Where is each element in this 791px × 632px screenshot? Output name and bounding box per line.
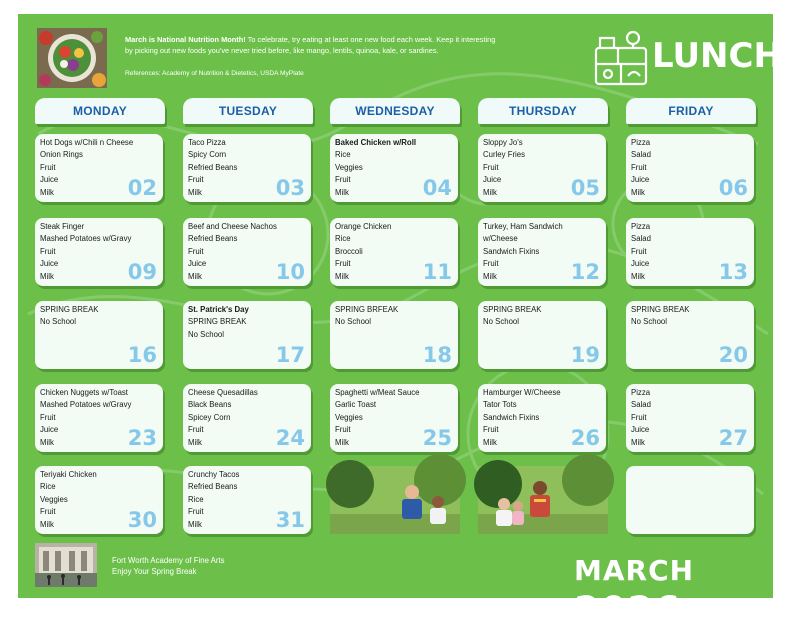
school-name: Fort Worth Academy of Fine Arts xyxy=(112,556,225,565)
menu-item: Milk xyxy=(631,187,645,197)
menu-items xyxy=(483,137,525,199)
food-bowl-image xyxy=(37,28,107,88)
menu-item: Taco Pizza xyxy=(188,138,226,147)
menu-item: Hot Dogs w/Chili n Cheese xyxy=(40,138,134,147)
menu-item: SPRING BREAK xyxy=(40,305,99,314)
menu-item: Fruit xyxy=(188,507,204,517)
calendar-cell-20 xyxy=(626,301,754,369)
date-number: 25 xyxy=(422,426,452,450)
menu-item: Pizza xyxy=(631,138,651,147)
calendar-cell-30 xyxy=(35,466,163,534)
menu-item: Curley Fries xyxy=(483,150,526,160)
menu-item: SPRING BREAK xyxy=(483,305,542,314)
menu-item: Fruit xyxy=(483,425,499,435)
menu-item: Onion Rings xyxy=(40,150,83,160)
date-number: 19 xyxy=(570,343,600,367)
menu-item: Beef and Cheese Nachos xyxy=(188,222,277,231)
menu-item: Fruit xyxy=(40,246,56,256)
menu-item: No School xyxy=(40,317,76,327)
calendar-cell-19 xyxy=(478,301,606,369)
menu-items xyxy=(40,387,131,449)
menu-item: Cheese Quesadillas xyxy=(188,388,258,397)
menu-items xyxy=(40,304,99,329)
calendar-cell-03 xyxy=(183,134,311,202)
menu-item: Juice xyxy=(40,175,59,185)
calendar-cell-25 xyxy=(330,384,458,452)
month-year-title xyxy=(574,546,773,632)
menu-item: Veggies xyxy=(335,412,363,422)
menu-items xyxy=(631,304,690,329)
menu-item: Salad xyxy=(631,150,651,160)
menu-items xyxy=(483,304,542,329)
menu-items xyxy=(335,137,416,199)
menu-items xyxy=(335,304,398,329)
menu-item: Juice xyxy=(631,425,650,435)
year: 2026 xyxy=(574,589,681,632)
menu-item: Pizza xyxy=(631,222,651,231)
menu-items xyxy=(40,469,97,531)
menu-items xyxy=(631,137,651,199)
footer-text xyxy=(112,555,225,577)
menu-item: Milk xyxy=(631,271,645,281)
menu-item: Milk xyxy=(188,437,202,447)
menu-item: Juice xyxy=(40,259,59,269)
menu-item: Sandwich Fixins xyxy=(483,412,540,422)
menu-item: Veggies xyxy=(335,162,363,172)
day-header-thursday: THURSDAY xyxy=(478,98,608,124)
menu-item: Chicken Nuggets w/Toast xyxy=(40,388,128,397)
calendar-cell-24 xyxy=(183,384,311,452)
menu-item: Spaghetti w/Meat Sauce xyxy=(335,388,420,397)
menu-item: Rice xyxy=(188,494,204,504)
kids-playing-photo xyxy=(478,466,608,534)
menu-item: Fruit xyxy=(40,507,56,517)
menu-item: Milk xyxy=(631,437,645,447)
date-number: 04 xyxy=(422,176,452,200)
menu-items xyxy=(631,387,651,449)
menu-items xyxy=(335,387,420,449)
date-number: 12 xyxy=(570,260,600,284)
menu-item: Milk xyxy=(40,437,54,447)
day-header-friday: FRIDAY xyxy=(626,98,756,124)
date-number: 23 xyxy=(127,426,157,450)
menu-item: Spicey Corn xyxy=(188,412,231,422)
menu-items xyxy=(40,221,131,283)
menu-item: Pizza xyxy=(631,388,651,397)
menu-item: Fruit xyxy=(335,425,351,435)
menu-items xyxy=(188,304,249,341)
date-number: 06 xyxy=(718,176,748,200)
date-number: 31 xyxy=(275,508,305,532)
menu-item: Refried Beans xyxy=(188,162,238,172)
menu-item: Refried Beans xyxy=(188,234,238,244)
day-header-tuesday: TUESDAY xyxy=(183,98,313,124)
calendar-cell-31 xyxy=(183,466,311,534)
menu-item: Mashed Potatoes w/Gravy xyxy=(40,400,132,410)
menu-item: Garlic Toast xyxy=(335,400,377,410)
menu-item: Rice xyxy=(40,482,56,492)
date-number: 26 xyxy=(570,426,600,450)
date-number: 09 xyxy=(127,260,157,284)
menu-item: Juice xyxy=(188,259,207,269)
calendar-cell-06 xyxy=(626,134,754,202)
menu-items xyxy=(188,469,239,531)
menu-item: Milk xyxy=(40,519,54,529)
menu-items xyxy=(631,221,651,283)
calendar-cell-17 xyxy=(183,301,311,369)
menu-item: No School xyxy=(188,329,224,339)
menu-item: Teriyaki Chicken xyxy=(40,470,97,479)
menu-item: Milk xyxy=(188,519,202,529)
menu-item: Milk xyxy=(335,271,349,281)
menu-item: Salad xyxy=(631,234,651,244)
lunch-tray-icon xyxy=(590,26,652,88)
month-name: MARCH xyxy=(574,554,695,587)
menu-item: Fruit xyxy=(631,412,647,422)
day-header-monday: MONDAY xyxy=(35,98,165,124)
calendar-cell-05 xyxy=(478,134,606,202)
lunch-title: LUNCH xyxy=(652,36,782,76)
menu-item: Refried Beans xyxy=(188,482,238,492)
calendar-cell-09 xyxy=(35,218,163,286)
date-number: 13 xyxy=(718,260,748,284)
menu-item: Steak Finger xyxy=(40,222,85,231)
calendar-cell-13 xyxy=(626,218,754,286)
menu-item: Crunchy Tacos xyxy=(188,470,240,479)
calendar-cell-10 xyxy=(183,218,311,286)
menu-item: Tator Tots xyxy=(483,400,517,410)
calendar-cell-27 xyxy=(626,384,754,452)
date-number: 18 xyxy=(422,343,452,367)
menu-item: SPRING BREAK xyxy=(188,317,247,327)
menu-item: Milk xyxy=(188,187,202,197)
menu-item: SPRING BREAK xyxy=(631,305,690,314)
kids-running-photo xyxy=(330,466,460,534)
menu-item: Fruit xyxy=(188,246,204,256)
calendar-cell-23 xyxy=(35,384,163,452)
calendar-cell-18 xyxy=(330,301,458,369)
menu-items xyxy=(188,221,277,283)
date-number: 24 xyxy=(275,426,305,450)
calendar-cell-16 xyxy=(35,301,163,369)
calendar-cell-empty xyxy=(626,466,754,534)
menu-item: Milk xyxy=(335,187,349,197)
menu-item: Salad xyxy=(631,400,651,410)
day-header-wednesday: WEDNESDAY xyxy=(330,98,460,124)
menu-item: Milk xyxy=(483,437,497,447)
date-number: 03 xyxy=(275,176,305,200)
menu-item: Orange Chicken xyxy=(335,222,392,231)
menu-item: Rice xyxy=(335,150,351,160)
date-number: 17 xyxy=(275,343,305,367)
menu-item: Sloppy Jo's xyxy=(483,138,523,147)
menu-item: Turkey, Ham Sandwich xyxy=(483,222,563,231)
menu-item: Sandwich Fixins xyxy=(483,246,540,256)
calendar-cell-26 xyxy=(478,384,606,452)
calendar-page xyxy=(18,14,782,632)
menu-item: Fruit xyxy=(631,162,647,172)
menu-item: Hamburger W/Cheese xyxy=(483,388,561,397)
date-number: 10 xyxy=(275,260,305,284)
menu-item: Milk xyxy=(188,271,202,281)
menu-item: Juice xyxy=(631,175,650,185)
date-number: 27 xyxy=(718,426,748,450)
menu-item: Broccoli xyxy=(335,246,363,256)
menu-items xyxy=(483,221,563,283)
menu-item: Milk xyxy=(40,187,54,197)
menu-item: Black Beans xyxy=(188,400,232,410)
date-number: 05 xyxy=(570,176,600,200)
menu-item: Mashed Potatoes w/Gravy xyxy=(40,234,132,244)
menu-item: w/Cheese xyxy=(483,234,518,244)
menu-item: Juice xyxy=(631,259,650,269)
menu-item: Juice xyxy=(483,175,502,185)
menu-item: Fruit xyxy=(483,162,499,172)
menu-items xyxy=(188,137,237,199)
calendar-cell-12 xyxy=(478,218,606,286)
menu-items xyxy=(483,387,561,449)
menu-items xyxy=(335,221,391,283)
date-number: 30 xyxy=(127,508,157,532)
nutrition-month-intro: March is National Nutrition Month! To celebrate, try eating at least one new food each week. Keep it interesting by picking out new foods you've never tried before, like mango, lentils, quinoa, kale, or sardines. xyxy=(125,35,496,55)
date-number: 20 xyxy=(718,343,748,367)
menu-item: Spicy Corn xyxy=(188,150,227,160)
menu-item: No School xyxy=(631,317,667,327)
menu-item: Fruit xyxy=(40,162,56,172)
menu-item: Fruit xyxy=(188,425,204,435)
menu-item: Fruit xyxy=(335,175,351,185)
menu-item: Milk xyxy=(335,437,349,447)
menu-item: Milk xyxy=(483,187,497,197)
date-number: 16 xyxy=(127,343,157,367)
menu-item: Milk xyxy=(483,271,497,281)
menu-item: Baked Chicken w/Roll xyxy=(335,138,417,147)
date-number: 11 xyxy=(422,260,452,284)
menu-items xyxy=(40,137,133,199)
menu-item: Rice xyxy=(335,234,351,244)
menu-items xyxy=(188,387,258,449)
date-number: 02 xyxy=(127,176,157,200)
menu-item: Fruit xyxy=(631,246,647,256)
menu-item: Juice xyxy=(40,425,59,435)
menu-item: Fruit xyxy=(335,259,351,269)
school-building-image xyxy=(35,543,97,587)
menu-item: Veggies xyxy=(40,494,68,504)
calendar-cell-04 xyxy=(330,134,458,202)
menu-item: Fruit xyxy=(483,259,499,269)
menu-item: No School xyxy=(483,317,519,327)
menu-item: St. Patrick's Day xyxy=(188,305,249,314)
menu-item: No School xyxy=(335,317,371,327)
references-text: References: Academy of Nutrition & Dietetics, USDA MyPlate xyxy=(125,70,304,77)
menu-item: Fruit xyxy=(188,175,204,185)
menu-item: Milk xyxy=(40,271,54,281)
menu-item: SPRING BRFEAK xyxy=(335,305,399,314)
calendar-cell-02 xyxy=(35,134,163,202)
menu-item: Fruit xyxy=(40,412,56,422)
calendar-cell-11 xyxy=(330,218,458,286)
spring-break-message: Enjoy Your Spring Break xyxy=(112,567,197,576)
